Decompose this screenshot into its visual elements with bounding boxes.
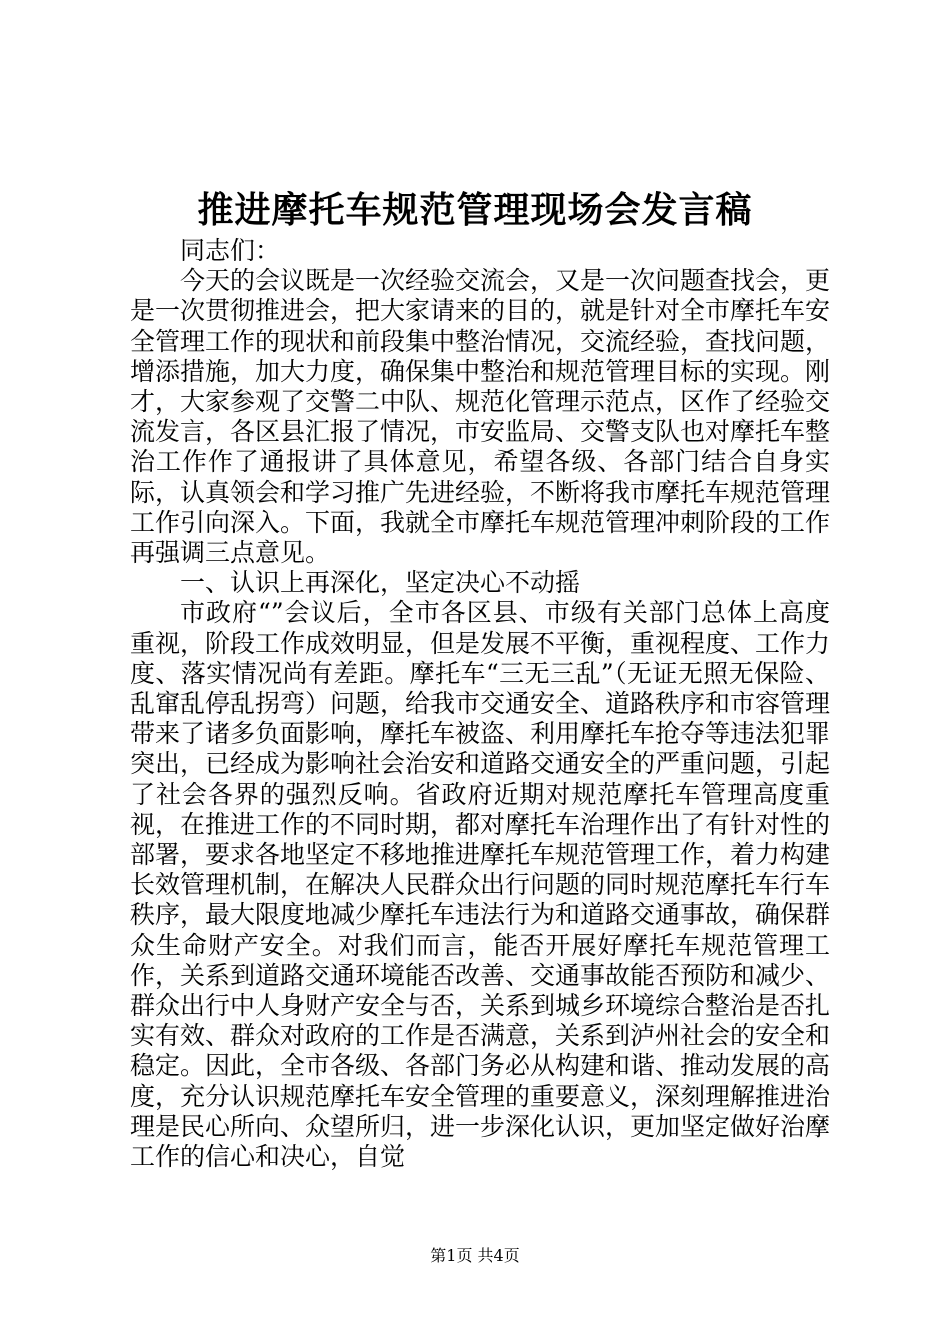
section-heading: 一、认识上再深化，坚定决心不动摇 <box>180 568 581 598</box>
page-number-footer: 第1页 共4页 <box>430 1246 520 1265</box>
body-paragraph: 今天的会议既是一次经验交流会，又是一次问题查找会，更是一次贯彻推进会，把大家请来的目的，就是针对全市摩托车安全管理工作的现状和前段集中整治情况，交流经验，查找问题，增添措施，加大力度，确保集中整治和规范管理目标的实现。刚才，大家参观了交警二中队、规范化管理示范点，区作了经验交流发言，各区县汇报了情况，市安监局、交警支队也对摩托车整治工作作了通报讲了具体意见，希望各级、各部门结合自身实际，认真领会和学习推广先进经验，不断将我市摩托车规范管理工作引向深入。下面，我就全市摩托车规范管理冲刺阶段的工作再强调三点意见。 <box>130 266 831 568</box>
document-title: 推进摩托车规范管理现场会发言稿 <box>197 189 753 231</box>
salutation: 同志们： <box>180 236 281 265</box>
document-body <box>130 236 830 1172</box>
body-paragraph: 市政府“”会议后，全市各区县、市级有关部门总体上高度重视，阶段工作成效明显，但是发展不平衡，重视程度、工作力度、落实情况尚有差距。摩托车“三无三乱”（无证无照无保险、乱窜乱停乱拐弯）问题，给我市交通安全、道路秩序和市容管理带来了诸多负面影响，摩托车被盗、利用摩托车抢夺等违法犯罪突出，已经成为影响社会治安和道路交通安全的严重问题，引起了社会各界的强烈反响。省政府近期对规范摩托车管理高度重视，在推进工作的不同时期，都对摩托车治理作出了有针对性的部署，要求各地坚定不移地推进摩托车规范管理工作，着力构建长效管理机制，在解决人民群众出行问题的同时规范摩托车行车秩序，最大限度地减少摩托车违法行为和道路交通事故，确保群众生命财产安全。对我们而言，能否开展好摩托车规范管理工作，关系到道路交通环境能否改善、交通事故能否预防和减少、群众出行中人身财产安全与否，关系到城乡环境综合整治是否扎实有效、群众对政府的工作是否满意，关系到泸州社会的安全和稳定。因此，全市各级、各部门务必从构建和谐、推动发展的高度，充分认识规范摩托车安全管理的重要意义，深刻理解推进治理是民心所向、众望所归，进一步深化认识，更加坚定做好治摩工作的信心和决心，自觉 <box>130 598 831 1172</box>
